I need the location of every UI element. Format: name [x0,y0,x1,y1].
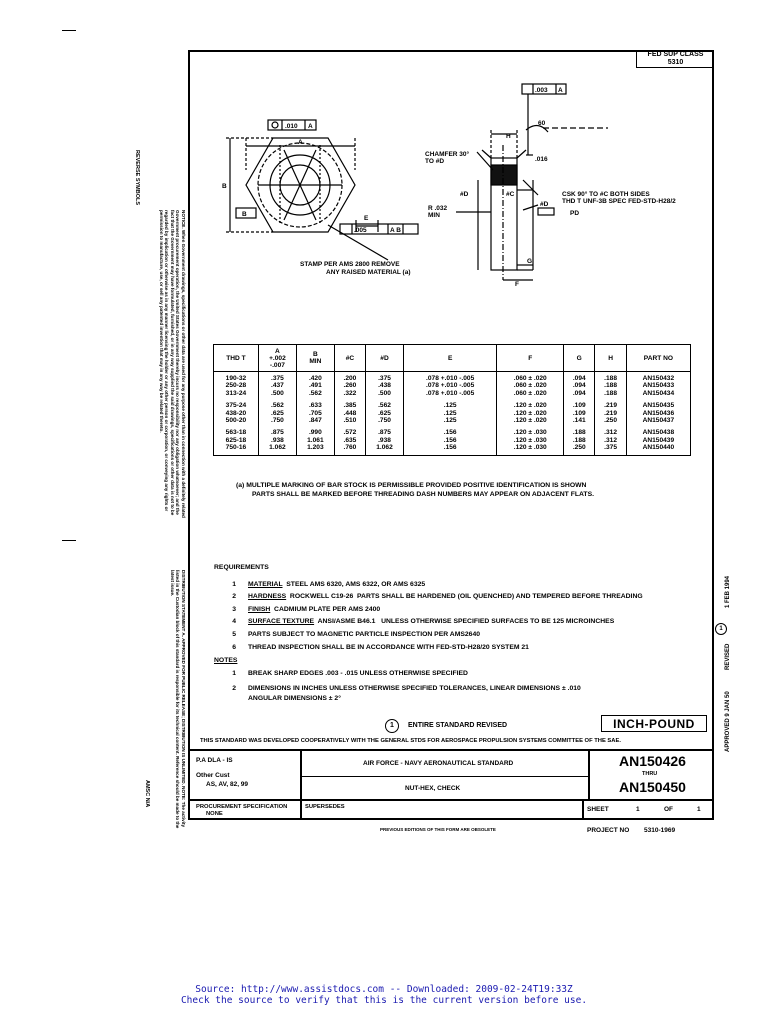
tol-flat-datum: A [308,123,313,130]
requirement-number: 1 [232,580,236,588]
table-cell: AN150435 [626,397,690,409]
title-block-divider-4 [582,799,584,820]
table-header-cell: #D [366,345,404,372]
note-number: 1 [232,670,236,678]
note-number: 2 [232,685,236,693]
pa-label: P.A DLA - IS [196,757,233,764]
developed-statement: THIS STANDARD WAS DEVELOPED COOPERATIVELY WITH THE GENERAL STDS FOR AEROSPACE PROPULSION SYSTEMS COMMITTEE OF THE SAE. [200,738,621,744]
table-cell: .510 [334,417,365,424]
table-cell: .635 [334,437,365,444]
requirements-section [214,562,704,702]
table-cell: .625 [366,410,404,417]
amsc-label: AMSC N/A [144,780,150,808]
fsc-box [636,50,714,68]
project-no: 5310-1969 [644,827,676,834]
requirement-text: STEEL AMS 6320, AMS 6322, OR AMS 6325 [282,580,426,588]
fsc-value: 5310 [667,59,684,66]
table-row [214,410,691,417]
dim-g-label: G [527,258,533,265]
footer-verify-line: Check the source to verify that this is the current version before use. [180,995,588,1006]
footer-source-line: Source: http://www.assistdocs.com -- Downloaded: 2009-02-24T19:33Z [195,984,573,995]
org-label: AIR FORCE - NAVY AERONAUTICAL STANDARD [363,760,514,767]
csk-note-2: THD T UNF-3B SPEC FED-STD-H28/2 [562,198,676,205]
engineering-drawing [188,70,718,288]
other-cust-list: AS, AV, 82, 99 [206,781,249,788]
table-header-cell: B MIN [296,345,334,372]
dim-c-label: #C [506,191,515,198]
table-header-cell: E [403,345,497,372]
table-cell: .875 [258,424,296,436]
table-cell: AN150434 [626,390,690,397]
table-cell: 190-32 [214,372,259,383]
table-cell: .375 [366,372,404,383]
title-block-divider-2 [588,749,590,799]
table-cell: .437 [258,382,296,389]
title-block-mid-line [300,776,588,777]
table-cell: .219 [595,410,626,417]
table-cell: .188 [564,437,595,444]
table-cell: .625 [258,410,296,417]
table-cell: .094 [564,390,595,397]
table-cell: .385 [334,397,365,409]
table-cell: .094 [564,372,595,383]
dim-a-label: A [298,139,303,146]
table-cell: .200 [334,372,365,383]
chamfer-note-2: TO #D [425,158,445,165]
table-cell: .562 [258,397,296,409]
supersedes-label: SUPERSEDES [305,804,345,810]
fsc-label: FED SUP CLASS [647,51,704,58]
table-header-cell: A +.002 -.007 [258,345,296,372]
r032-label: R .032 [428,205,448,212]
table-cell: .312 [595,437,626,444]
table-cell: 1.061 [296,437,334,444]
table-cell: .120 ± .020 [497,417,564,424]
table-header-cell: THD T [214,345,259,372]
requirement-item [214,604,704,617]
requirement-item [214,616,704,629]
note-text: DIMENSIONS IN INCHES UNLESS OTHERWISE SPECIFIED TOLERANCES, LINEAR DIMENSIONS ± .010 [248,685,581,693]
table-cell: 438-20 [214,410,259,417]
requirement-number: 6 [232,643,236,651]
tol-pos-value: .005 [354,227,367,234]
table-cell: .078 +.010 -.005 [403,390,497,397]
tol-perp-value: .003 [535,87,548,94]
chamfer-note-1: CHAMFER 30° [425,151,470,158]
dim-b-label: B [222,183,227,190]
table-cell: .109 [564,410,595,417]
dimension-table [213,344,691,456]
csk-note-1: CSK 90° TO #C BOTH SIDES [562,191,650,198]
table-cell: .120 ± .030 [497,444,564,455]
table-cell: .375 [595,444,626,455]
table-cell: .120 ± .030 [497,424,564,436]
requirement-item [214,591,704,604]
table-cell: .438 [366,382,404,389]
dim-h-label: H [506,133,511,140]
table-row [214,390,691,397]
requirement-number: 3 [232,605,236,613]
table-cell: .562 [366,397,404,409]
tol-flat-value: .010 [285,123,298,130]
table-cell: .250 [595,417,626,424]
requirement-item [214,629,704,642]
note-item [214,681,704,696]
table-cell: AN150438 [626,424,690,436]
requirement-heading: FINISH [248,605,271,613]
table-cell: 375-24 [214,397,259,409]
table-cell: .448 [334,410,365,417]
table-cell: AN150436 [626,410,690,417]
requirement-number: 2 [232,593,236,601]
table-cell: 500-20 [214,417,259,424]
requirement-number: 5 [232,630,236,638]
table-cell: .060 ± .020 [497,372,564,383]
table-cell: AN150432 [626,372,690,383]
dim-e-label: E [364,215,369,222]
angle-60: 60 [538,120,546,127]
requirement-heading: HARDNESS [248,593,287,601]
table-cell: .060 ± .020 [497,390,564,397]
table-cell: .760 [334,444,365,455]
revision-text: ENTIRE STANDARD REVISED [408,722,508,729]
requirement-heading: MATERIAL [248,580,283,588]
table-cell: .219 [595,397,626,409]
r032-min: MIN [428,212,440,219]
previous-editions: PREVIOUS EDITIONS OF THIS FORM ARE OBSOLETE [380,827,496,832]
title-block-top-line [188,749,714,751]
sheet-no: 1 [636,806,640,813]
table-cell: .562 [296,390,334,397]
table-cell: .375 [258,372,296,383]
notes-title: NOTES [214,657,238,665]
table-cell: .120 ± .020 [497,410,564,417]
table-cell: .188 [595,390,626,397]
table-cell: .750 [366,417,404,424]
table-cell: 563-18 [214,424,259,436]
table-row [214,424,691,436]
requirement-item [214,579,704,592]
table-cell: .120 ± .030 [497,437,564,444]
requirement-number: 4 [232,618,236,626]
table-cell: 625-18 [214,437,259,444]
table-cell: .109 [564,397,595,409]
distribution-block: DISTRIBUTION STATEMENT A. APPROVED FOR PUBLIC RELEASE; DISTRIBUTION IS UNLIMITED. NOTE: The activity listed in the Custodian block of this standard is responsible for its technical content. Reference should be made to the latest issue. [169,570,186,829]
table-cell: .078 +.010 -.005 [403,372,497,383]
procurement-none: NONE [206,811,223,817]
table-row [214,417,691,424]
table-cell: .322 [334,390,365,397]
requirement-heading: SURFACE TEXTURE [248,618,315,626]
part-from: AN150426 [619,753,686,769]
requirement-text: ROCKWELL C19-26 PARTS SHALL BE HARDENED (OIL QUENCHED) AND TEMPERED BEFORE THREADING [286,593,643,601]
table-cell: .094 [564,382,595,389]
edge-mark-top [62,30,76,31]
thru-label: THRU [642,771,658,777]
table-cell: .188 [564,424,595,436]
title-block-lower-line [188,799,714,801]
table-cell: .156 [403,444,497,455]
table-cell: .260 [334,382,365,389]
requirement-text: CADMIUM PLATE PER AMS 2400 [270,605,381,613]
stamp-note-2: ANY RAISED MATERIAL (a) [326,269,411,276]
table-cell: .420 [296,372,334,383]
inch-pound-box: INCH-POUND [601,715,707,732]
table-cell: .633 [296,397,334,409]
dim-d2-label: #D [540,201,549,208]
table-header-cell: #C [334,345,365,372]
note-item [214,666,704,681]
dim-d-label: #D [460,191,469,198]
title-block-divider-3 [300,799,302,820]
sheet-label: SHEET [587,806,609,813]
stamp-note-1: STAMP PER AMS 2800 REMOVE [300,261,400,268]
requirement-text: ANSI/ASME B46.1 UNLESS OTHERWISE SPECIFIED SURFACES TO BE 125 MICROINCHES [314,618,615,626]
table-row [214,437,691,444]
dim-016: .016 [535,156,548,163]
table-cell: .847 [296,417,334,424]
notice-block: NOTICE. When Government drawings, specifications or other data are used for any purpose other than in connection with a definitely related Government procurement operation, the United States Government thereby incurs no responsibility nor any obligation whatsoever; and the fact that the Government may have formulated, furnished, or in any way supplied the said drawings, specifications or other data is not to be regarded by implication or otherwise as in any manner licensing the holder or any other person or corporation, or conveying any rights or permission to manufacture, use, or sell any patented invention that may in any way be related thereto. [158,210,186,518]
edge-mark-middle [62,540,76,541]
table-cell: .078 +.010 -.005 [403,382,497,389]
table-cell: .125 [403,410,497,417]
title-block-divider-1 [300,749,302,799]
table-cell: .990 [296,424,334,436]
revised-date: 1 FEB 1994 [725,575,731,608]
table-cell: .060 ± .020 [497,382,564,389]
table-cell: 250-28 [214,382,259,389]
datum-b-label: B [242,211,247,218]
sheet-total: 1 [697,806,701,813]
right-rev-symbol: 1 [715,623,727,635]
table-cell: .875 [366,424,404,436]
table-header-cell: F [497,345,564,372]
table-cell: .156 [403,437,497,444]
requirement-item [214,642,704,655]
table-cell: 750-16 [214,444,259,455]
project-no-label: PROJECT NO [587,827,630,834]
table-cell: .938 [258,437,296,444]
table-cell: .156 [403,424,497,436]
table-cell: .500 [258,390,296,397]
table-header-cell: G [564,345,595,372]
table-cell: 1.062 [366,444,404,455]
note-a-line1: (a) MULTIPLE MARKING OF BAR STOCK IS PERMISSIBLE PROVIDED POSITIVE IDENTIFICATION IS SHOWN [236,482,587,489]
table-cell: .250 [564,444,595,455]
table-cell: .938 [366,437,404,444]
table-cell: .312 [595,424,626,436]
reverse-symbols-label: REVERSE SYMBOLS [134,150,140,206]
table-cell: AN150440 [626,444,690,455]
procurement-spec-label: PROCUREMENT SPECIFICATION [196,804,288,810]
requirement-text: THREAD INSPECTION SHALL BE IN ACCORDANCE WITH FED-STD-H28/20 SYSTEM 21 [248,643,529,651]
table-cell: .491 [296,382,334,389]
table-cell: .750 [258,417,296,424]
table-header-row [214,345,691,372]
table-row [214,382,691,389]
table-cell: .188 [595,382,626,389]
tol-perp-datum: A [558,87,563,94]
table-cell: .500 [366,390,404,397]
table-header-cell: H [595,345,626,372]
table-cell: .125 [403,417,497,424]
other-cust-label: Other Cust [196,772,230,779]
dim-f-label: F [515,281,519,288]
table-cell: .572 [334,424,365,436]
table-row [214,397,691,409]
of-label: OF [664,806,674,813]
requirement-text: PARTS SUBJECT TO MAGNETIC PARTICLE INSPECTION PER AMS2640 [248,630,481,638]
table-cell: AN150433 [626,382,690,389]
revision-symbol: 1 [385,719,399,733]
table-cell: .125 [403,397,497,409]
requirements-title: REQUIREMENTS [214,564,269,571]
doc-title: NUT-HEX, CHECK [405,785,461,792]
table-cell: AN150437 [626,417,690,424]
revised-label: REVISED [725,643,731,670]
angular-dimensions: ANGULAR DIMENSIONS ± 2° [248,695,341,703]
table-cell: 313-24 [214,390,259,397]
note-a-line2: PARTS SHALL BE MARKED BEFORE THREADING DASH NUMBERS MAY APPEAR ON ADJACENT FLATS. [252,491,595,498]
approved-date: APPROVED 9 JAN 50 [725,691,731,752]
table-cell: .188 [595,372,626,383]
table-cell: .141 [564,417,595,424]
tol-pos-datums: A B [390,227,401,234]
note-text: BREAK SHARP EDGES .003 - .015 UNLESS OTHERWISE SPECIFIED [248,670,468,678]
part-to: AN150450 [619,779,686,795]
table-cell: AN150439 [626,437,690,444]
pd-label: PD [570,210,580,217]
table-cell: .705 [296,410,334,417]
table-cell: .120 ± .020 [497,397,564,409]
table-header-cell: PART NO [626,345,690,372]
table-row [214,372,691,383]
table-row [214,444,691,455]
table-cell: 1.203 [296,444,334,455]
table-cell: 1.062 [258,444,296,455]
